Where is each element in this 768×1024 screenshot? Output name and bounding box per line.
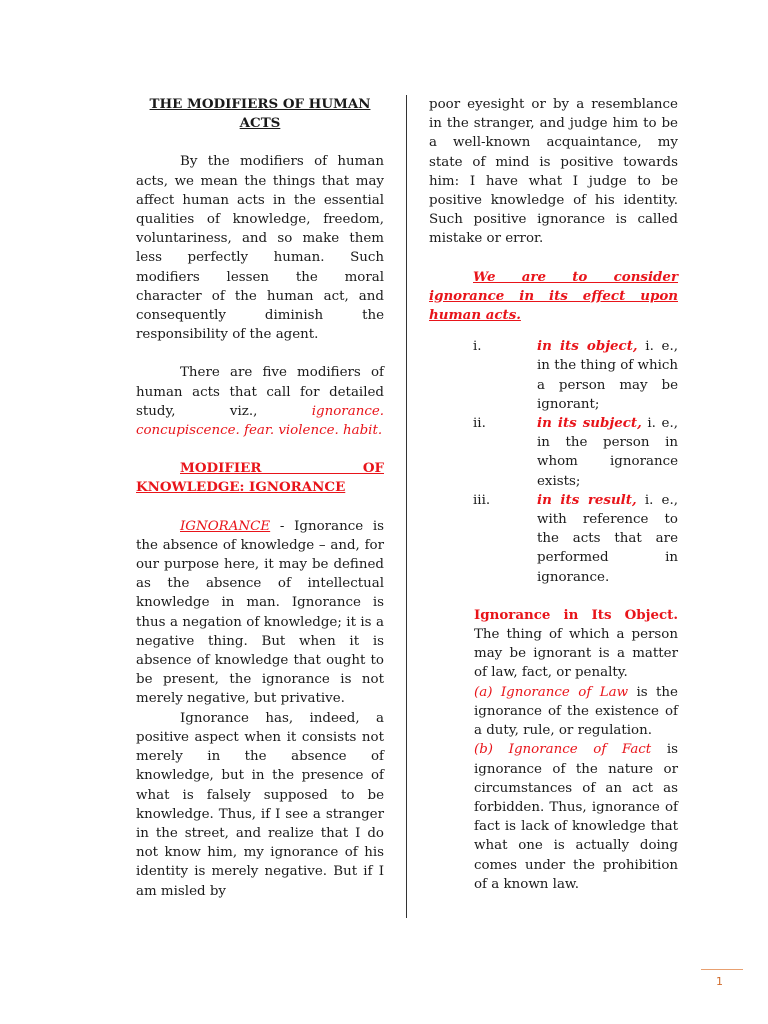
consider-statement: We are to consider ignorance in its effect upon human acts. <box>429 268 678 324</box>
positive-aspect-paragraph: Ignorance has, indeed, a positive aspect when it consists not merely in the absence of knowledge, but in the presence of what is falsely supposed to be knowledge. Thus, if I see a stranger in the street, and realize that I do not know him, my ignorance of his identity is merely negative. But if I am misled by <box>136 710 384 899</box>
modifiers-text: There are five modifiers of human acts that call for detailed study, viz., <box>136 365 384 419</box>
list-text: i. e., in the person in whom ignorance exists; <box>537 416 678 489</box>
ignorance-definition: - Ignorance is the absence of knowledge – and, for our purpose here, it may be defined as the absence of intellectual knowledge in man. Ignorance is thus a negation of knowledge; it is a negative thing. But when it is absence of knowledge that ought to be present, the ignorance is not merely negative, but privative. <box>136 518 384 707</box>
footer-rule <box>701 969 743 970</box>
list-label: in its subject, <box>537 415 642 432</box>
modifiers-paragraph <box>136 363 384 440</box>
list-item <box>429 414 678 491</box>
section-heading: MODIFIER OF KNOWLEDGE: IGNORANCE <box>136 460 384 496</box>
object-heading: Ignorance in Its Object. <box>474 606 678 623</box>
fact-label: (b) Ignorance of Fact <box>474 742 652 758</box>
list-item <box>429 337 678 414</box>
object-text: The thing of which a person may be ignorant is a matter of law, fact, or penalty. <box>474 627 678 681</box>
list-label: in its object, <box>537 338 638 355</box>
list-item <box>429 491 678 587</box>
list-label: in its result, <box>537 491 637 508</box>
list-text: i. e., in the thing of which a person may be ignorant; <box>537 339 678 412</box>
left-column <box>136 95 384 901</box>
object-section <box>429 606 678 894</box>
page-title: THE MODIFIERS OF HUMAN ACTS <box>149 96 371 132</box>
ignorance-paragraph <box>136 517 384 709</box>
list-text: i. e., with reference to the acts that are performed in ignorance. <box>537 492 678 585</box>
continued-paragraph: poor eyesight or by a resemblance in the stranger, and judge him to be a well-known acquaintance, my state of mind is positive towards him: I have what I judge to be positive knowledge of his identity. Such positive ignorance is called mistake or error. <box>429 97 678 247</box>
object-paragraph <box>474 606 678 683</box>
ignorance-aspects-list <box>429 337 678 587</box>
list-number: iii. <box>473 492 491 508</box>
list-number: ii. <box>473 416 486 432</box>
law-paragraph <box>474 683 678 741</box>
law-text: is the ignorance of the existence of a duty, rule, or regulation. <box>474 684 678 739</box>
fact-text: is ignorance of the nature or circumstances of an act as forbidden. Thus, ignorance of fact is lack of knowledge that what one is actually doing comes under the prohibition of a known law. <box>474 742 678 892</box>
ignorance-term: IGNORANCE <box>180 518 271 534</box>
list-number: i. <box>473 339 482 355</box>
column-divider <box>406 95 407 918</box>
modifiers-list: ignorance. concupiscence. fear. violence. habit. <box>136 403 384 439</box>
page-number: 1 <box>716 975 723 988</box>
fact-paragraph <box>474 740 678 894</box>
law-label: (a) Ignorance of Law <box>474 684 629 700</box>
intro-paragraph: By the modifiers of human acts, we mean the things that may affect human acts in the essential qualities of knowledge, freedom, voluntariness, and so make them less perfectly human. Such modifiers lessen the moral character of the human act, and consequently diminish the responsibility of the agent. <box>136 154 384 343</box>
right-column <box>429 95 678 894</box>
